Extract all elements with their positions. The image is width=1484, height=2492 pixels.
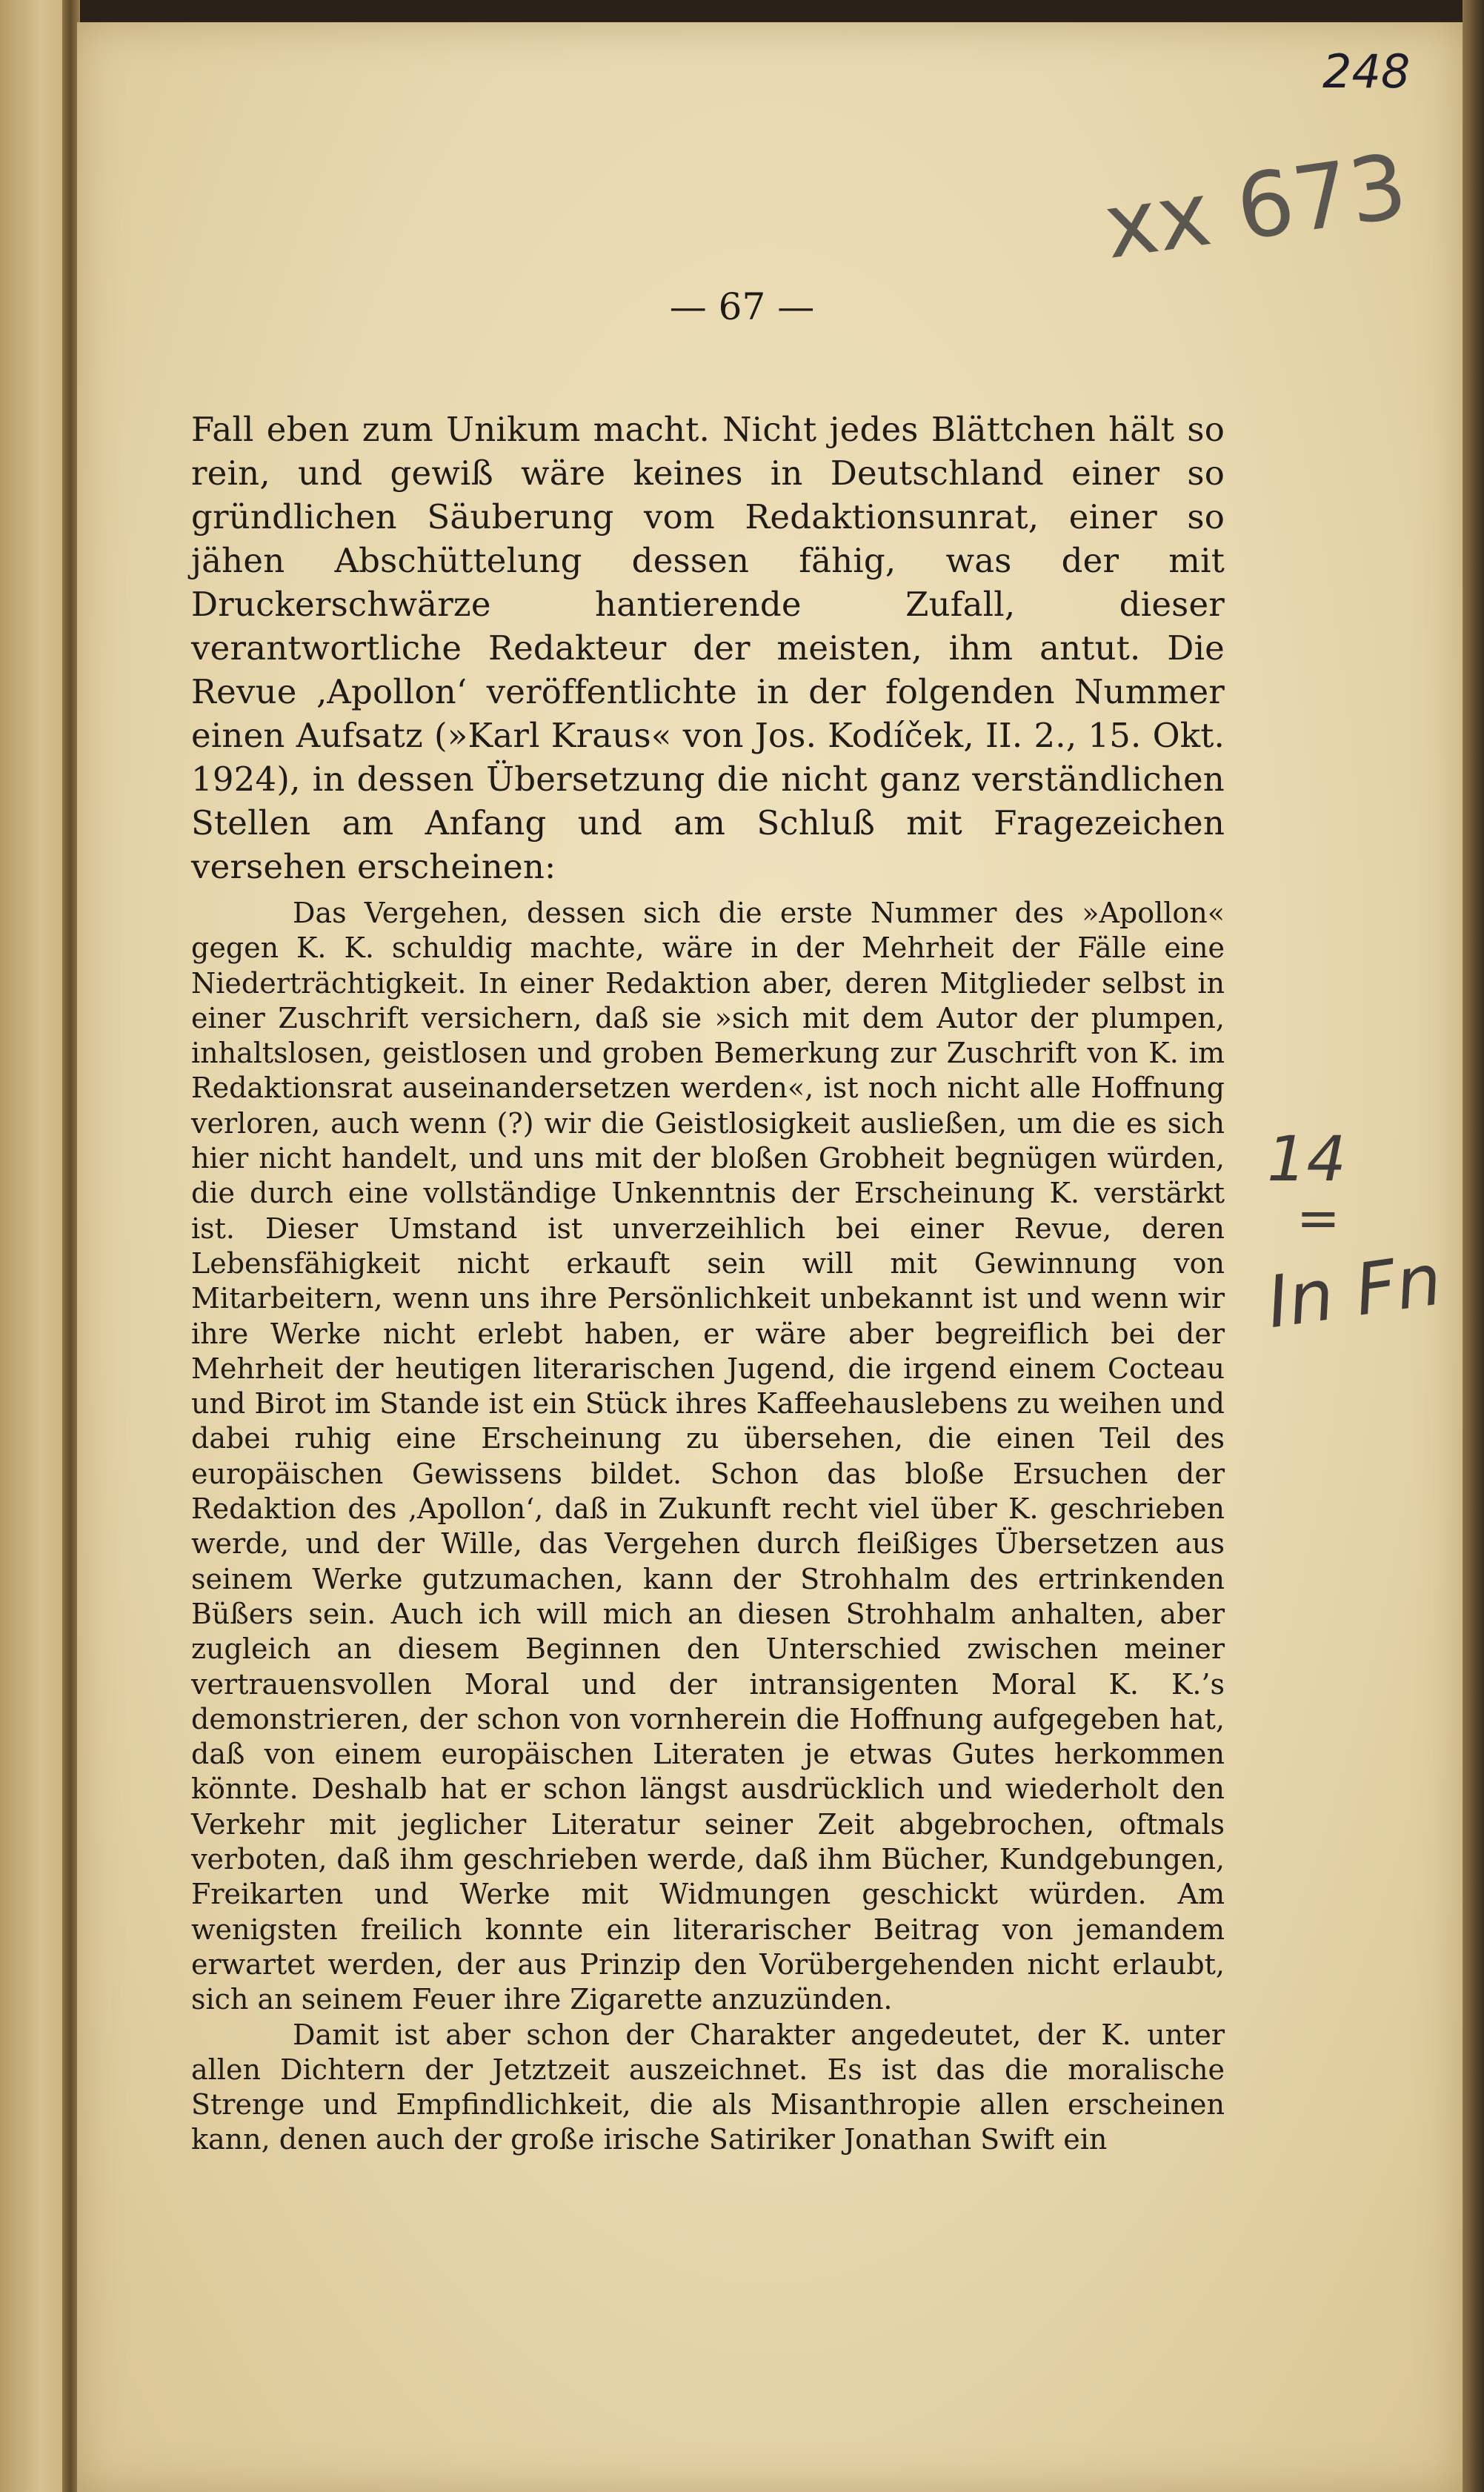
pencil-archive-mark: xx 673 xyxy=(1098,135,1413,279)
page-edge-shadow xyxy=(1463,0,1484,2492)
body-paragraph-3: Damit ist aber schon der Charakter angedeutet, der K. unter allen Dichtern der Jetztzeit auszeichnet. Es ist das die moralische Strenge und Empfindlichkeit, die als Misanthropie allen erscheinen kann, denen auch der große irische Satiriker Jonathan Swift ein xyxy=(191,2018,1225,2156)
handwritten-folio-number: 248 xyxy=(1322,44,1411,99)
margin-annotation-number: 14 xyxy=(1267,1123,1346,1195)
quoted-paragraph: Das Vergehen, dessen sich die erste Nummer des »Apollon« gegen K. K. schuldig machte, wäre in der Mehrheit der Fälle eine Niederträchtigkeit. In einer Redaktion aber, deren Mitglieder selbst in einer Zuschrift versichern, daß sie »sich mit dem Autor der plumpen, inhaltslosen, geistlosen und groben Bemerkung zur Zuschrift von K. im Redaktionsrat auseinandersetzen werden«, ist noch nicht alle Hoffnung verloren, auch wenn (?) wir die Geistlosigkeit ausließen, um die es sich hier nicht handelt, und uns mit der bloßen Grobheit begnügen würden, die durch eine vollständige Unkenntnis der Erscheinung K. verstärkt ist. Dieser Umstand ist unverzeihlich bei einer Revue, deren Lebensfähigkeit nicht erkauft sein will mit Gewinnung von Mitarbeitern, wenn uns ihre Persönlichkeit unbekannt ist und wenn wir ihre Werke nicht erlebt haben, er wäre aber begreiflich bei der Mehrheit der heutigen literarischen Jugend, die irgend einem Cocteau und Birot im Stande ist ein Stück ihres Kaffeehauslebens zu weihen und dabei ruhig eine Erscheinung zu übersehen, die einen Teil des europäischen Gewissens bildet. Schon das bloße Ersuchen der Redaktion des ‚Apollon‘, daß in Zukunft recht viel über K. geschrieben werde, und der Wille, das Vergehen durch fleißiges Übersetzen aus seinem Werke gutzumachen, kann der Strohhalm des ertrinkenden Büßers sein. Auch ich will mich an diesen Strohhalm anhalten, aber zugleich an diesem Beginnen den Unterschied zwischen meiner vertrauensvollen Moral und der intransigenten Moral K. K.’s demonstrieren, der schon von vornherein die Hoffnung aufgegeben hat, daß von einem europäischen Literaten je etwas Gutes herkommen könnte. Deshalb hat er schon längst ausdrücklich und wiederholt den Verkehr mit jeglicher Literatur seiner Zeit abgebrochen, oftmals verboten, daß ihm geschrieben werde, daß ihm Bücher, Kundgebungen, Freikarten und Werke mit Widmungen geschickt würden. Am wenigsten freilich konnte ein literarischer Beitrag von jemandem erwartet werden, der aus Prinzip den Vorübergehenden nicht erlaubt, sich an seinem Feuer ihre Zigarette anzuzünden. xyxy=(191,897,1225,2016)
body-paragraph-1: Fall eben zum Unikum macht. Nicht jedes Blättchen hält so rein, und gewiß wäre keines in Deutschland einer so gründlichen Säuberung vom Redaktionsunrat, einer so jähen Abschüttelung dessen fähig, was der mit Druckerschwärze hantierende Zufall, dieser verantwortliche Redakteur der meisten, ihm antut. Die Revue ‚Apollon‘ veröffentlichte in der folgenden Nummer einen Aufsatz (»Karl Kraus« von Jos. Kodíček, II. 2., 15. Okt. 1924), in dessen Übersetzung die nicht ganz verständlichen Stellen am Anfang und am Schluß mit Fragezeichen versehen erscheinen: xyxy=(191,410,1225,886)
text-block xyxy=(191,408,1225,2158)
margin-annotation-equals: = xyxy=(1297,1188,1340,1249)
margin-annotation-signature: In Fn xyxy=(1262,1237,1447,1344)
page-number: — 67 — xyxy=(669,285,815,328)
facing-page-edge xyxy=(0,0,68,2492)
margin-annotation xyxy=(1262,1123,1447,1344)
